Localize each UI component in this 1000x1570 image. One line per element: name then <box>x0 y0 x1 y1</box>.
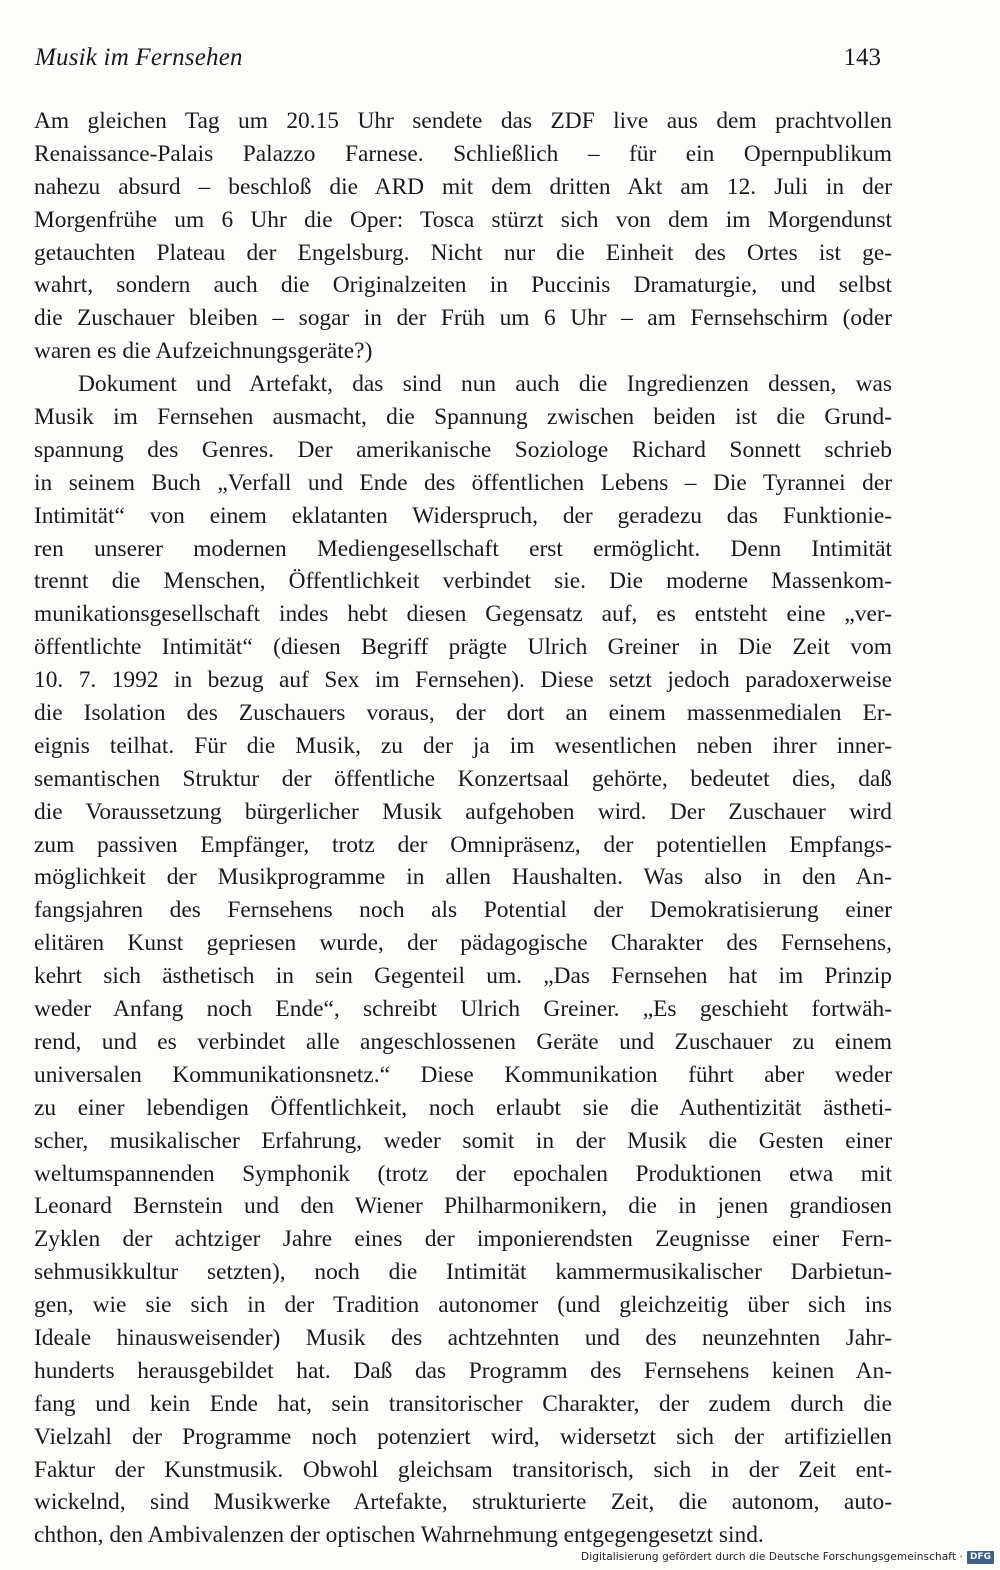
text-line: spannung des Genres. Der amerikanische Soziologe Richard Sonnett schrieb <box>34 436 892 463</box>
text-line: getauchten Plateau der Engelsburg. Nicht nur die Einheit des Ortes ist ge- <box>34 239 892 266</box>
text-line: waren es die Aufzeichnungsgeräte?) <box>34 338 373 365</box>
text-line: Faktur der Kunstmusik. Obwohl gleichsam transitorisch, sich in der Zeit ent- <box>34 1456 892 1483</box>
text-line: ren unserer modernen Mediengesellschaft erst ermöglicht. Denn Intimität <box>34 535 892 562</box>
text-line: eignis teilhat. Für die Musik, zu der ja im wesentlichen neben ihrer inner- <box>34 732 892 759</box>
text-line: die Isolation des Zuschauers voraus, der dort an einem massenmedialen Er- <box>34 700 892 727</box>
text-line: Vielzahl der Programme noch potenziert wird, widersetzt sich der artifiziellen <box>34 1423 892 1450</box>
text-line: Intimität“ von einem eklatanten Widerspruch, der geradezu das Funktionie- <box>34 502 892 529</box>
dfg-logo-icon: DFG <box>967 1551 994 1564</box>
text-line: weder Anfang noch Ende“, schreibt Ulrich Greiner. „Es geschieht fortwäh- <box>34 996 892 1023</box>
text-line: zu einer lebendigen Öffentlichkeit, noch erlaubt sie die Authentizität ästheti- <box>34 1094 892 1121</box>
text-line: wahrt, sondern auch die Originalzeiten in Puccinis Dramaturgie, und selbst <box>34 272 892 299</box>
text-line: die Voraussetzung bürgerlicher Musik aufgehoben wird. Der Zuschauer wird <box>34 798 892 825</box>
running-head <box>35 40 881 76</box>
text-line: öffentlichte Intimität“ (diesen Begriff prägte Ulrich Greiner in Die Zeit vom <box>34 634 892 661</box>
text-line: gen, wie sie sich in der Tradition autonomer (und gleichzeitig über sich ins <box>34 1292 892 1319</box>
text-line: weltumspannenden Symphonik (trotz der epochalen Produktionen etwa mit <box>34 1160 892 1187</box>
text-line: fang und kein Ende hat, sein transitorischer Charakter, der zudem durch die <box>34 1390 892 1417</box>
text-line: 10. 7. 1992 in bezug auf Sex im Fernsehen). Diese setzt jedoch paradoxerweise <box>34 667 892 694</box>
text-line: munikationsgesellschaft indes hebt diesen Gegensatz auf, es entsteht eine „ver- <box>34 601 892 628</box>
paragraph <box>34 105 892 368</box>
running-title: Musik im Fernsehen <box>35 44 243 71</box>
text-line: Zyklen der achtziger Jahre eines der imponierendsten Zeugnisse einer Fern- <box>34 1226 892 1253</box>
text-line: fangsjahren des Fernsehens noch als Potential der Demokratisierung einer <box>34 897 892 924</box>
text-line: nahezu absurd – beschloß die ARD mit dem dritten Akt am 12. Juli in der <box>34 173 892 200</box>
body-text <box>34 105 892 1552</box>
text-line: universalen Kommunikationsnetz.“ Diese Kommunikation führt aber weder <box>34 1061 892 1088</box>
digitization-footer <box>581 1548 994 1566</box>
text-line: chthon, den Ambivalenzen der optischen Wahrnehmung entgegengesetzt sind. <box>34 1522 764 1549</box>
text-line: wickelnd, sind Musikwerke Artefakte, strukturierte Zeit, die autonom, auto- <box>34 1489 892 1516</box>
text-line: semantischen Struktur der öffentliche Konzertsaal gehörte, bedeutet dies, daß <box>34 765 892 792</box>
text-line: in seinem Buch „Verfall und Ende des öffentlichen Lebens – Die Tyrannei der <box>34 469 892 496</box>
text-line: Morgenfrühe um 6 Uhr die Oper: Tosca stürzt sich von dem im Morgendunst <box>34 206 892 233</box>
text-line: kehrt sich ästhetisch in sein Gegenteil um. „Das Fernsehen hat im Prinzip <box>34 963 892 990</box>
text-line: Renaissance-Palais Palazzo Farnese. Schließlich – für ein Opernpublikum <box>34 140 892 167</box>
page-number: 143 <box>843 44 881 71</box>
paragraph <box>34 368 892 1552</box>
text-line: sehmusikkultur setzten), noch die Intimität kammermusikalischer Darbietun- <box>34 1259 892 1286</box>
text-line: elitären Kunst gepriesen wurde, der pädagogische Charakter des Fernsehens, <box>34 930 892 957</box>
text-line: möglichkeit der Musikprogramme in allen Haushalten. Was also in den An- <box>34 864 892 891</box>
text-line: die Zuschauer bleiben – sogar in der Früh um 6 Uhr – am Fernsehschirm (oder <box>34 305 892 332</box>
text-line: rend, und es verbindet alle angeschlossenen Geräte und Zuschauer zu einem <box>34 1028 892 1055</box>
text-line: hunderts herausgebildet hat. Daß das Programm des Fernsehens keinen An- <box>34 1357 892 1384</box>
footer-credit-text: Digitalisierung gefördert durch die Deutsche Forschungsgemeinschaft · <box>581 1551 963 1563</box>
text-line: Am gleichen Tag um 20.15 Uhr sendete das ZDF live aus dem prachtvollen <box>34 108 892 134</box>
text-line: Leonard Bernstein und den Wiener Philharmonikern, die in jenen grandiosen <box>34 1193 892 1220</box>
text-line: Ideale hinausweisender) Musik des achtzehnten und des neunzehnten Jahr- <box>34 1324 892 1351</box>
text-line: zum passiven Empfänger, trotz der Omnipräsenz, der potentiellen Empfangs- <box>34 831 892 858</box>
text-line: trennt die Menschen, Öffentlichkeit verbindet sie. Die moderne Massenkom- <box>34 568 892 595</box>
text-line: Dokument und Artefakt, das sind nun auch die Ingredienzen dessen, was <box>78 371 892 398</box>
text-line: Musik im Fernsehen ausmacht, die Spannung zwischen beiden ist die Grund- <box>34 404 892 431</box>
text-line: scher, musikalischer Erfahrung, weder somit in der Musik die Gesten einer <box>34 1127 892 1154</box>
